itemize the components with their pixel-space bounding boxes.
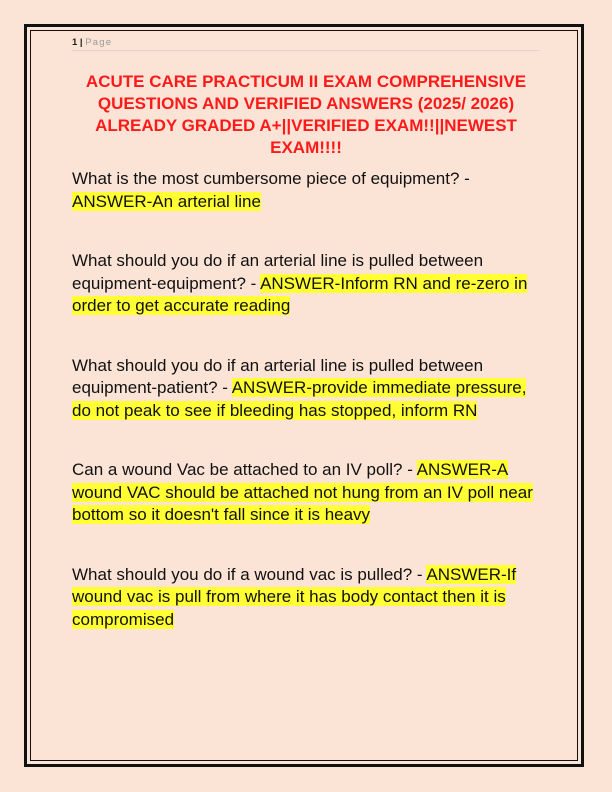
document-body (72, 71, 540, 631)
answer-text: ANSWER-Inform RN and re-zero in order to get accurate reading (72, 273, 528, 315)
answer-text: ANSWER-An arterial line (72, 191, 261, 211)
qa-item (72, 250, 540, 318)
question-text: What should you do if an arterial line is pulled between equipment-patient? - (72, 355, 484, 397)
page-number: 1 (72, 37, 78, 48)
answer-text: ANSWER-If wound vac is pull from where it has body contact then it is compromised (72, 564, 517, 629)
qa-item (72, 355, 540, 423)
qa-item (72, 459, 540, 527)
question-text: Can a wound Vac be attached to an IV poll? - (72, 460, 417, 479)
qa-item (72, 168, 540, 213)
qa-item (72, 564, 540, 632)
question-text: What is the most cumbersome piece of equipment? - (72, 169, 470, 188)
answer-text: ANSWER-A wound VAC should be attached not hung from an IV poll near bottom so it doesn't fall since it is heavy (72, 460, 533, 524)
question-text: What should you do if a wound vac is pulled? - (72, 564, 427, 584)
answer-text: ANSWER-provide immediate pressure, do not peak to see if bleeding has stopped, inform RN (72, 378, 527, 420)
question-text: What should you do if an arterial line is pulled between equipment-equipment? - (72, 251, 484, 293)
document-title: ACUTE CARE PRACTICUM II EXAM COMPREHENSIVE QUESTIONS AND VERIFIED ANSWERS (2025/ 2026) ALREADY GRADED A+||VERIFIED EXAM!!||NEWEST EXAM!!!! (85, 72, 527, 157)
page-header (72, 37, 540, 51)
page-separator: | (77, 37, 86, 48)
page-word: Page (85, 37, 113, 48)
